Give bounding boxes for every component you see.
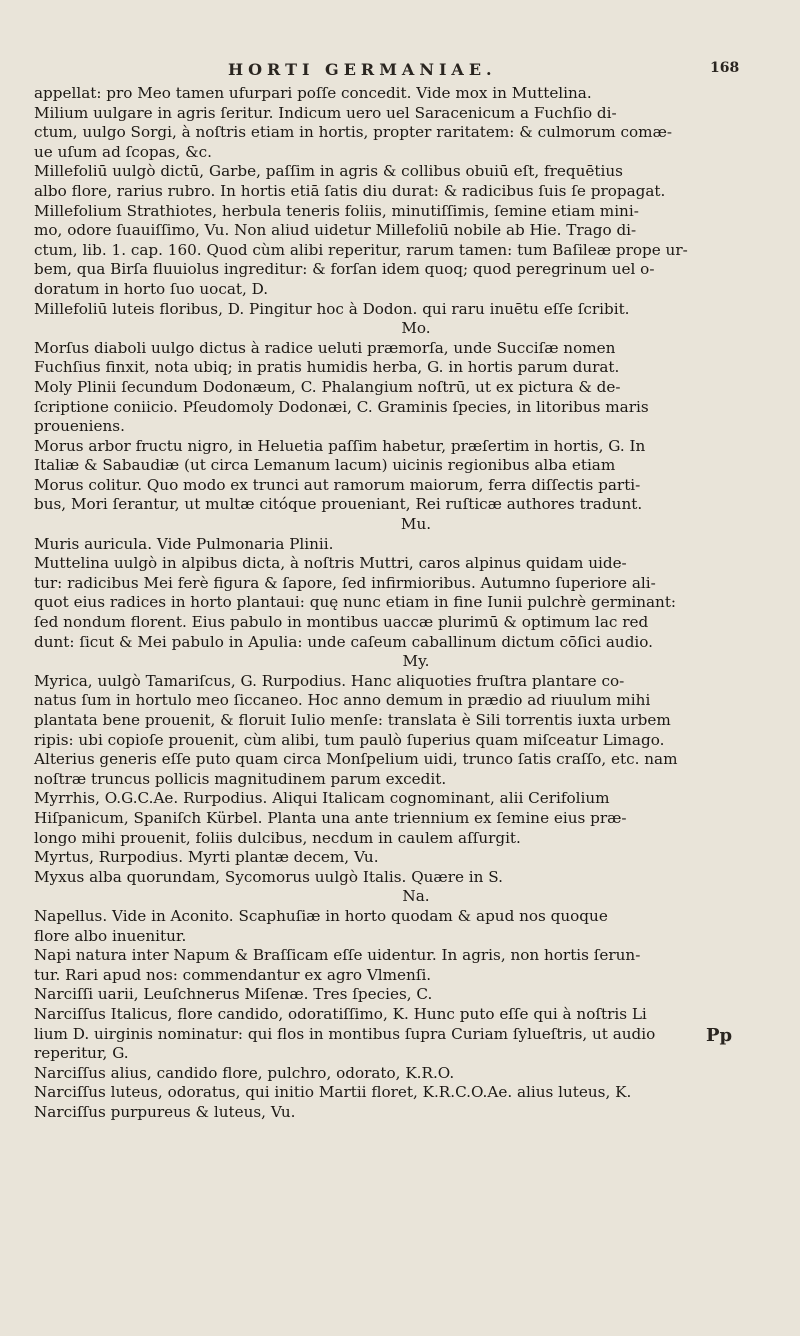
text-line: tur. Rari apud nos: commendantur ex agro Vlmenſi. (34, 965, 432, 984)
text-line: proueniens. (34, 417, 125, 436)
text-line: Myrica, uulgò Tamariſcus, G. Rurpodius. Hanc aliquoties fruſtra plantare co- (34, 671, 625, 690)
text-line: ctum, uulgo Sorgi, à noſtris etiam in hortis, propter raritatem: & culmorum comæ- (34, 123, 672, 142)
text-line: appellat: pro Meo tamen ufurpari poſſe concedit. Vide mox in Muttelina. (34, 84, 592, 102)
text-line: Myrrhis, O.G.C.Ae. Rurpodius. Aliqui Italicam cognominant, alii Cerifolium (34, 789, 610, 808)
text-line: ctum, lib. 1. cap. 160. Quod cùm alibi reperitur, rarum tamen: tum Baſileæ prope ur- (34, 240, 688, 259)
text-line: dunt: ſicut & Mei pabulo in Apulia: unde caſeum caballinum dictum cōſici audio. (34, 632, 653, 651)
text-line: ſed nondum florent. Eius pabulo in montibus uaccæ plurimū & optimum lac red (34, 613, 649, 632)
section-heading: Na. (402, 887, 430, 906)
text-line: plantata bene prouenit, & floruit Iulio menſe: translata è Sili torrentis iuxta urbem (34, 711, 671, 729)
text-line: Morus arbor fructu nigro, in Heluetia paſſim habetur, præſertim in hortis, G. In (34, 436, 646, 455)
text-line: bus, Mori ſerantur, ut multæ citóque proueniant, Rei ruſticæ authores tradunt. (34, 495, 643, 514)
text-line: Moly Plinii ſecundum Dodonæum, C. Phalangium noſtrū, ut ex pictura & de- (34, 377, 621, 396)
text-line: ripis: ubi copioſe prouenit, cùm alibi, tum paulò ſuperius quam miſceatur Limago. (34, 730, 665, 749)
text-line: Hiſpanicum, Spaniſch Kürbel. Planta una ante triennium ex ſemine eius præ- (34, 808, 627, 827)
text-line: Myxus alba quorundam, Sycomorus uulgò Italis. Quære in S. (34, 867, 503, 886)
text-line: Millefoliū uulgò dictū, Garbe, paſſim in agris & collibus obuiū eſt, frequētius (34, 162, 623, 181)
text-line: Fuchſius finxit, nota ubiq; in pratis humidis herba, G. in hortis parum durat. (34, 358, 620, 377)
running-head-title: HORTI GERMANIAE. (228, 60, 497, 79)
text-line: natus ſum in hortulo meo ſiccaneo. Hoc anno demum in prædio ad riuulum mihi (34, 691, 651, 710)
text-line: albo flore, rarius rubro. In hortis etiā ſatis diu durat: & radicibus ſuis ſe propagat. (34, 181, 666, 200)
text-line: tur: radicibus Mei ferè figura & ſapore, ſed infirmioribus. Autumno ſuperiore ali- (34, 573, 656, 592)
text-line: Narciſſus alius, candido flore, pulchro, odorato, K.R.O. (34, 1063, 455, 1082)
section-heading: Mu. (400, 515, 432, 534)
text-line: Napi natura inter Napum & Braſſicam eſſe uidentur. In agris, non hortis ſerun- (34, 946, 641, 965)
text-line: Narciſſus purpureus & luteus, Vu. (34, 1102, 296, 1121)
text-line: Millefoliū luteis floribus, D. Pingitur hoc à Dodon. qui raru inuētu eſſe ſcribit. (34, 299, 630, 318)
body-text (34, 84, 758, 1122)
text-line: mo, odore ſuauiſſimo, Vu. Non aliud uidetur Millefoliū nobile ab Hie. Trago di- (34, 221, 637, 240)
text-line: Milium uulgare in agris ſeritur. Indicum uero uel Saracenicum a Fuchſio di- (34, 103, 617, 122)
text-line: longo mihi prouenit, foliis dulcibus, necdum in caulem aſſurgit. (34, 828, 521, 847)
text-line: Muris auricula. Vide Pulmonaria Plinii. (34, 534, 334, 553)
section-heading: My. (402, 652, 430, 671)
text-line: Narciſſus luteus, odoratus, qui initio Martii floret, K.R.C.O.Ae. alius luteus, K. (34, 1083, 632, 1102)
text-line: Muttelina uulgò in alpibus dicta, à noſtris Muttri, caros alpinus quidam uide- (34, 554, 627, 573)
section-heading: Mo. (401, 319, 431, 338)
text-line: Napellus. Vide in Aconito. Scaphuſiæ in horto quodam & apud nos quoque (34, 906, 608, 925)
text-line: flore albo inuenitur. (34, 926, 187, 945)
text-line: noſtræ truncus pollicis magnitudinem parum excedit. (34, 769, 447, 788)
running-head (0, 60, 800, 86)
page-number: 168 (710, 60, 740, 76)
text-line: Morus colitur. Quo modo ex trunci aut ramorum maiorum, ferra diſſectis parti- (34, 475, 641, 494)
text-line: Alterius generis eſſe puto quam circa Monſpelium uidi, trunco ſatis craſſo, etc. nam (34, 750, 678, 769)
text-line: Narciſſus Italicus, flore candido, odoratiſſimo, K. Hunc puto eſſe qui à noſtris Li (34, 1004, 647, 1023)
text-line: ue uſum ad ſcopas, &c. (34, 142, 212, 161)
text-line: bem, qua Birſa fluuiolus ingreditur: & forſan idem quoq; quod peregrinum uel o- (34, 260, 655, 279)
text-line: lium D. uirginis nominatur: qui flos in montibus ſupra Curiam ſylueſtris, ut audio (34, 1024, 656, 1043)
text-line: doratum in horto ſuo uocat, D. (34, 279, 269, 298)
text-line: Myrtus, Rurpodius. Myrti plantæ decem, Vu. (34, 848, 379, 867)
text-line: Narciſſi uarii, Leuſchnerus Miſenæ. Tres ſpecies, C. (34, 985, 433, 1004)
text-line: Millefolium Strathiotes, herbula teneris foliis, minutiſſimis, ſemine etiam mini- (34, 201, 639, 220)
text-line: Morſus diaboli uulgo dictus à radice ueluti præmorſa, unde Succiſæ nomen (34, 338, 616, 357)
signature-mark: Pp (706, 1025, 733, 1046)
text-line: ſcriptione coniicio. Pſeudomoly Dodonæi, C. Graminis ſpecies, in litoribus maris (34, 397, 649, 416)
text-line: reperitur, G. (34, 1044, 129, 1063)
text-line: Italiæ & Sabaudiæ (ut circa Lemanum lacum) uicinis regionibus alba etiam (34, 456, 616, 475)
text-line: quot eius radices in horto plantaui: quę nunc etiam in fine Iunii pulchrè germinant: (34, 593, 677, 612)
